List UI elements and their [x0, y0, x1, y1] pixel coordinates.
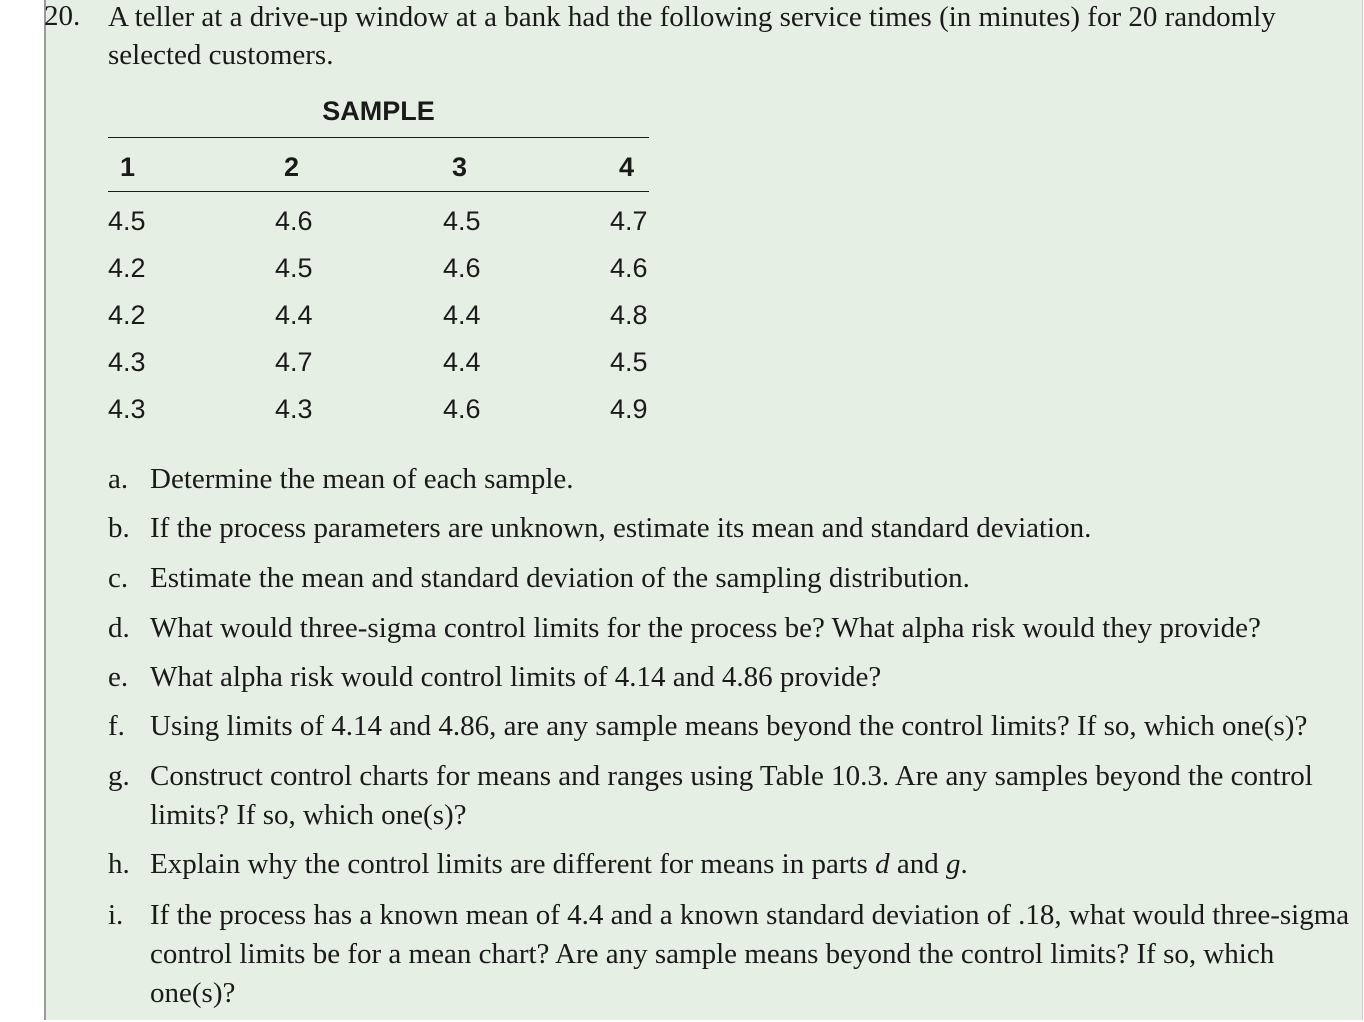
part-text-before: Explain why the control limits are different for means in parts — [150, 848, 876, 880]
table-cell: 4.3 — [108, 347, 146, 377]
part-text: Construct control charts for means and ranges using Table 10.3. Are any samples beyond the control limits? If so, which one(s)? — [150, 760, 1313, 831]
part-label: c. — [108, 562, 129, 594]
table-cell: 4.2 — [108, 253, 146, 283]
table-cell: 4.4 — [443, 347, 481, 377]
part-text: If the process has a known mean of 4.4 and a known standard deviation of .18, what would three-sigma control limits be for a mean chart? Are any sample means beyond the control limits? If so, which one(s)? — [150, 899, 1350, 1009]
part-label: d. — [108, 612, 130, 644]
table-cell: 4.6 — [610, 253, 648, 283]
part-text: Estimate the mean and standard deviation of the sampling distribution. — [150, 562, 970, 594]
table-cell: 4.9 — [610, 394, 648, 424]
part-label: e. — [108, 661, 129, 693]
question-number: 20. — [44, 0, 81, 32]
column-header-1: 1 — [120, 152, 136, 182]
part-text: What alpha risk would control limits of 4.14 and 4.86 provide? — [150, 661, 882, 693]
table-cell: 4.4 — [275, 300, 313, 330]
table-top-rule — [108, 137, 649, 138]
part-text: If the process parameters are unknown, estimate its mean and standard deviation. — [150, 512, 1092, 544]
table-cell: 4.6 — [275, 206, 313, 236]
table-cell: 4.5 — [610, 347, 648, 377]
column-header-3: 3 — [452, 152, 468, 182]
table-title: SAMPLE — [322, 96, 435, 126]
part-label: f. — [108, 710, 125, 742]
table-header-rule — [108, 191, 649, 192]
part-text: Determine the mean of each sample. — [150, 463, 574, 495]
column-header-4: 4 — [619, 152, 635, 182]
table-cell: 4.5 — [108, 206, 146, 236]
part-label: g. — [108, 760, 130, 792]
part-label: h. — [108, 848, 130, 880]
table-cell: 4.7 — [610, 206, 648, 236]
part-text-after: . — [960, 848, 968, 880]
table-cell: 4.8 — [610, 300, 648, 330]
table-cell: 4.5 — [275, 253, 313, 283]
part-label: b. — [108, 512, 130, 544]
table-cell: 4.6 — [443, 394, 481, 424]
table-cell: 4.4 — [443, 300, 481, 330]
part-label: i. — [108, 899, 124, 931]
part-text: Using limits of 4.14 and 4.86, are any sample means beyond the control limits? If so, which one(s)? — [150, 710, 1308, 742]
question-text: A teller at a drive-up window at a bank had the following service times (in minutes) for 20 randomly selected customers. — [108, 1, 1276, 71]
part-text: What would three-sigma control limits for the process be? What alpha risk would they provide? — [150, 612, 1261, 644]
table-cell: 4.3 — [108, 394, 146, 424]
column-header-2: 2 — [284, 152, 300, 182]
part-text — [150, 845, 1362, 884]
part-label: a. — [108, 463, 129, 495]
part-ref-d: d — [875, 848, 890, 880]
table-cell: 4.7 — [275, 347, 313, 377]
table-cell: 4.5 — [443, 206, 481, 236]
table-cell: 4.6 — [443, 253, 481, 283]
table-cell: 4.3 — [275, 394, 313, 424]
part-text-mid: and — [889, 848, 946, 880]
part-ref-g: g — [945, 848, 961, 880]
table-cell: 4.2 — [108, 300, 146, 330]
